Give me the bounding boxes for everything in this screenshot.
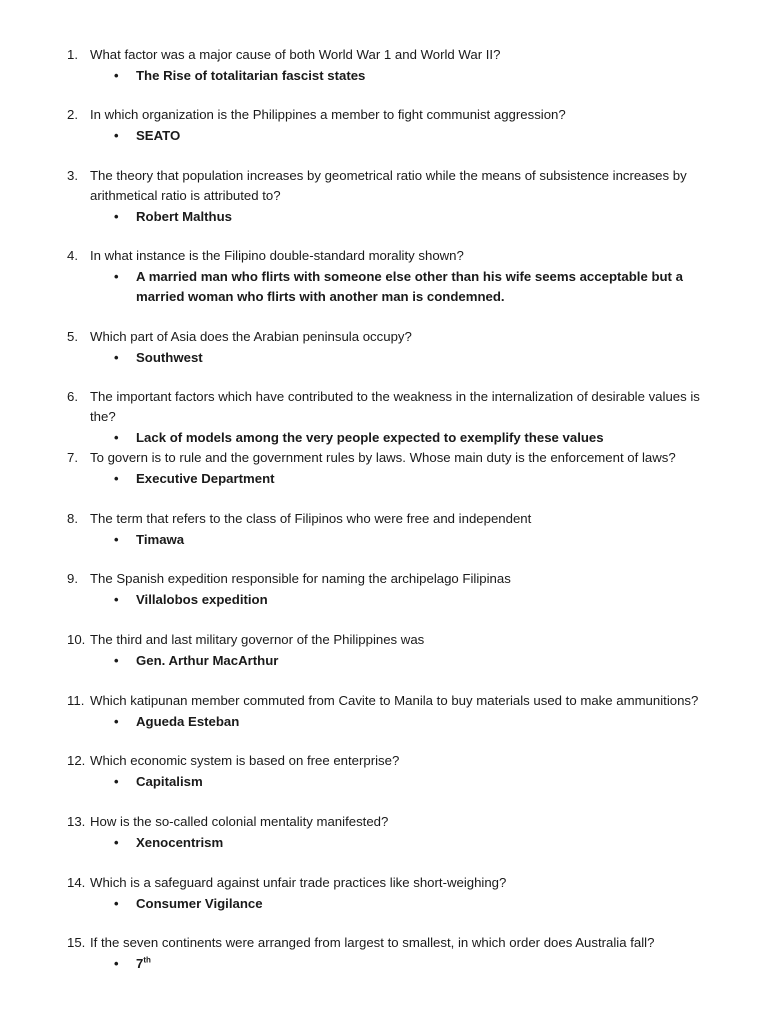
bullet-icon: • bbox=[114, 209, 119, 224]
question bbox=[0, 105, 768, 125]
question-text: The important factors which have contributed to the weakness in the internalization of desirable values is the? bbox=[90, 389, 700, 424]
answer bbox=[0, 712, 768, 732]
question-text: Which katipunan member commuted from Cavite to Manila to buy materials used to make ammunitions? bbox=[90, 693, 699, 708]
list-item bbox=[0, 691, 768, 732]
bullet-icon: • bbox=[114, 532, 119, 547]
question bbox=[0, 45, 768, 65]
answer bbox=[0, 126, 768, 146]
answer bbox=[0, 207, 768, 227]
question-text: Which part of Asia does the Arabian peninsula occupy? bbox=[90, 329, 412, 344]
question-text: To govern is to rule and the government rules by laws. Whose main duty is the enforcement of laws? bbox=[90, 450, 676, 465]
list-item bbox=[0, 933, 768, 974]
answer-text: Southwest bbox=[136, 350, 203, 365]
question-number: 15. bbox=[67, 935, 86, 950]
question bbox=[0, 812, 768, 832]
list-item bbox=[0, 448, 768, 489]
list-item bbox=[0, 387, 768, 448]
question-number: 2. bbox=[67, 107, 78, 122]
bullet-icon: • bbox=[114, 68, 119, 83]
question-text: How is the so-called colonial mentality manifested? bbox=[90, 814, 389, 829]
list-item bbox=[0, 246, 768, 307]
question-number: 8. bbox=[67, 511, 78, 526]
answer-text: SEATO bbox=[136, 128, 181, 143]
answer bbox=[0, 348, 768, 368]
answer-text: Agueda Esteban bbox=[136, 714, 240, 729]
question-number: 7. bbox=[67, 450, 78, 465]
bullet-icon: • bbox=[114, 350, 119, 365]
question-number: 4. bbox=[67, 248, 78, 263]
question-text: The Spanish expedition responsible for naming the archipelago Filipinas bbox=[90, 571, 511, 586]
answer bbox=[0, 590, 768, 610]
question-number: 10. bbox=[67, 632, 86, 647]
question bbox=[0, 569, 768, 589]
answer-text: Villalobos expedition bbox=[136, 592, 268, 607]
question-number: 14. bbox=[67, 875, 86, 890]
question-number: 6. bbox=[67, 389, 78, 404]
answer bbox=[0, 428, 768, 448]
list-item bbox=[0, 569, 768, 610]
answer-text: Gen. Arthur MacArthur bbox=[136, 653, 279, 668]
bullet-icon: • bbox=[114, 653, 119, 668]
answer bbox=[0, 772, 768, 792]
ordinal-suffix: th bbox=[143, 955, 151, 965]
question bbox=[0, 933, 768, 953]
answer bbox=[0, 469, 768, 489]
list-item bbox=[0, 873, 768, 914]
question bbox=[0, 751, 768, 771]
bullet-icon: • bbox=[114, 128, 119, 143]
question-text: If the seven continents were arranged from largest to smallest, in which order does Australia fall? bbox=[90, 935, 655, 950]
question bbox=[0, 166, 768, 206]
list-item bbox=[0, 166, 768, 227]
question-text: The theory that population increases by geometrical ratio while the means of subsistence increases by arithmetical ratio is attributed to? bbox=[90, 168, 687, 203]
bullet-icon: • bbox=[114, 774, 119, 789]
question bbox=[0, 509, 768, 529]
question-number: 13. bbox=[67, 814, 86, 829]
question-number: 3. bbox=[67, 168, 78, 183]
answer-text: Robert Malthus bbox=[136, 209, 232, 224]
question-number: 5. bbox=[67, 329, 78, 344]
question-number: 1. bbox=[67, 47, 78, 62]
answer-text: Lack of models among the very people expected to exemplify these values bbox=[136, 430, 604, 445]
bullet-icon: • bbox=[114, 714, 119, 729]
answer-text: Xenocentrism bbox=[136, 835, 224, 850]
answer bbox=[0, 66, 768, 86]
question-text: In which organization is the Philippines a member to fight communist aggression? bbox=[90, 107, 566, 122]
question bbox=[0, 630, 768, 650]
question-text: The term that refers to the class of Filipinos who were free and independent bbox=[90, 511, 532, 526]
answer bbox=[0, 267, 768, 307]
list-item bbox=[0, 630, 768, 671]
list-item bbox=[0, 327, 768, 368]
question-number: 11. bbox=[67, 693, 85, 708]
question-text: In what instance is the Filipino double-standard morality shown? bbox=[90, 248, 464, 263]
question bbox=[0, 691, 768, 711]
bullet-icon: • bbox=[114, 835, 119, 850]
bullet-icon: • bbox=[114, 471, 119, 486]
bullet-icon: • bbox=[114, 269, 119, 284]
answer-text: Executive Department bbox=[136, 471, 275, 486]
answer-text: Consumer Vigilance bbox=[136, 896, 263, 911]
answer-text: The Rise of totalitarian fascist states bbox=[136, 68, 366, 83]
answer-text: A married man who flirts with someone else other than his wife seems acceptable but a married woman who flirts with another man is condemned. bbox=[136, 269, 683, 304]
question-number: 12. bbox=[67, 753, 86, 768]
answer bbox=[0, 651, 768, 671]
list-item bbox=[0, 45, 768, 86]
answer bbox=[0, 894, 768, 914]
question bbox=[0, 327, 768, 347]
list-item bbox=[0, 812, 768, 853]
question bbox=[0, 873, 768, 893]
question-text: The third and last military governor of the Philippines was bbox=[90, 632, 425, 647]
answer-text: Capitalism bbox=[136, 774, 203, 789]
list-item bbox=[0, 509, 768, 550]
bullet-icon: • bbox=[114, 896, 119, 911]
answer-text: Timawa bbox=[136, 532, 185, 547]
answer-value: 7 bbox=[136, 956, 144, 971]
answer bbox=[0, 833, 768, 853]
list-item bbox=[0, 105, 768, 146]
list-item bbox=[0, 751, 768, 792]
bullet-icon: • bbox=[114, 592, 119, 607]
question-number: 9. bbox=[67, 571, 78, 586]
question bbox=[0, 246, 768, 266]
answer bbox=[0, 530, 768, 550]
question bbox=[0, 387, 768, 427]
bullet-icon: • bbox=[114, 430, 119, 445]
question-text: Which is a safeguard against unfair trade practices like short-weighing? bbox=[90, 875, 507, 890]
question-text: What factor was a major cause of both World War 1 and World War II? bbox=[90, 47, 501, 62]
answer bbox=[0, 954, 768, 974]
question-text: Which economic system is based on free enterprise? bbox=[90, 753, 400, 768]
answer-text bbox=[136, 956, 151, 971]
bullet-icon: • bbox=[114, 956, 119, 971]
question bbox=[0, 448, 768, 468]
